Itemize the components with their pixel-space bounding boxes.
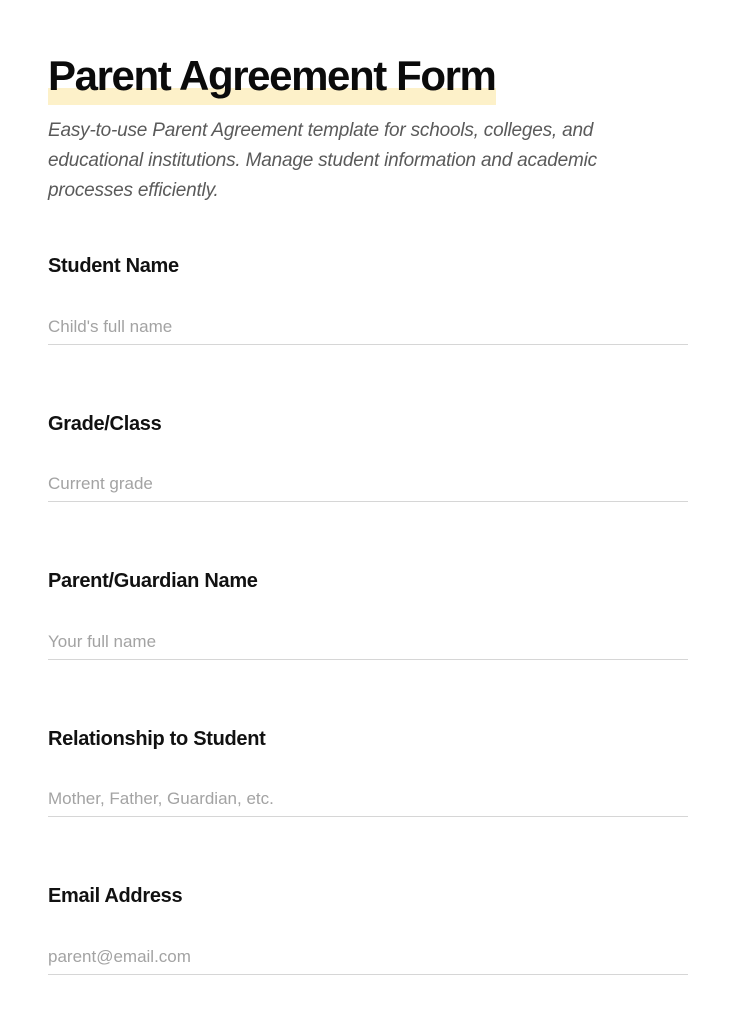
email-address-input[interactable]	[48, 939, 688, 975]
parent-guardian-name-label: Parent/Guardian Name	[48, 570, 258, 592]
form-description: Easy-to-use Parent Agreement template for schools, colleges, and educational institutions. Manage student information and academic processes efficiently.	[48, 120, 597, 201]
grade-class-input[interactable]	[48, 466, 688, 502]
page-title: Parent Agreement Form	[48, 52, 496, 99]
field-grade-class	[48, 412, 688, 436]
field-relationship	[48, 727, 688, 751]
title-block	[48, 52, 496, 100]
relationship-label: Relationship to Student	[48, 728, 266, 750]
student-name-input[interactable]	[48, 309, 688, 345]
relationship-input[interactable]	[48, 781, 688, 817]
grade-class-label: Grade/Class	[48, 413, 162, 435]
field-student-name	[48, 254, 688, 278]
field-parent-guardian-name	[48, 569, 688, 593]
student-name-label: Student Name	[48, 255, 179, 277]
field-email-address	[48, 884, 688, 908]
email-address-label: Email Address	[48, 885, 183, 907]
parent-guardian-name-input[interactable]	[48, 624, 688, 660]
